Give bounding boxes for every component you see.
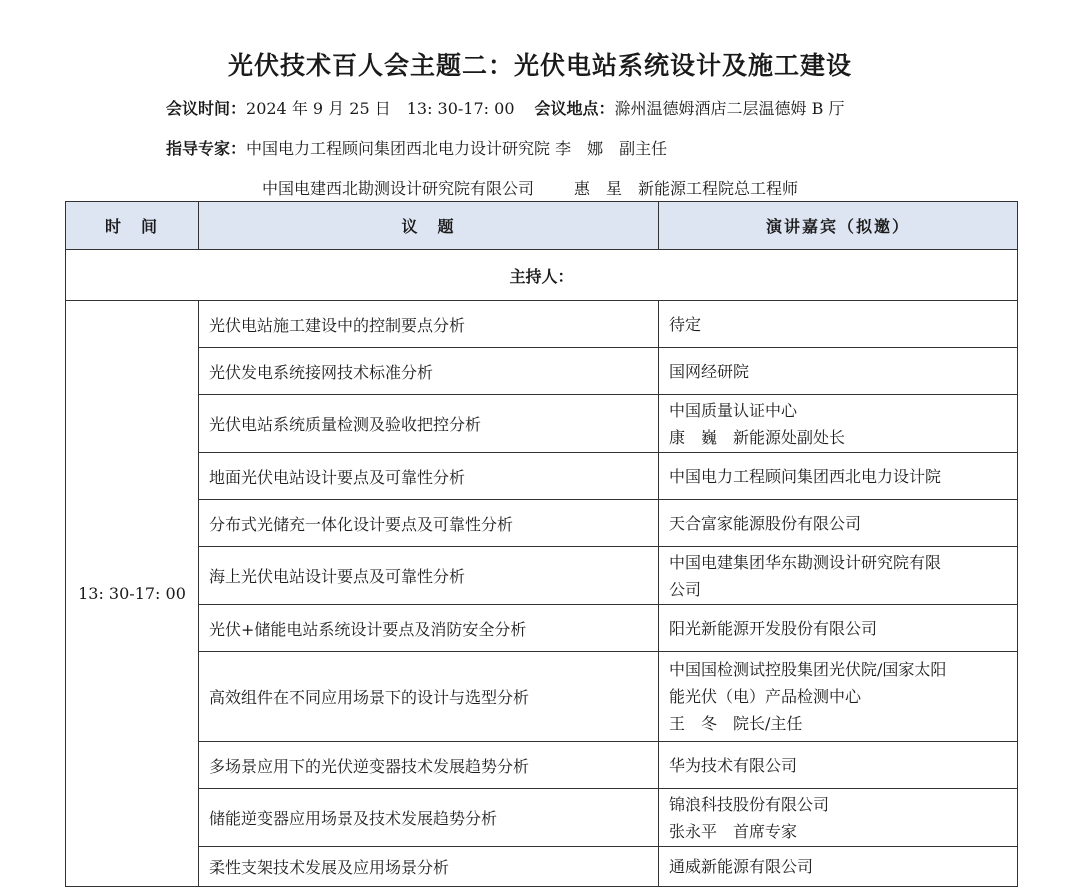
meeting-place-label: 会议地点： (534, 99, 615, 118)
topic-cell: 光伏电站系统质量检测及验收把控分析 (199, 395, 659, 453)
speaker-line: 通威新能源有限公司 (669, 857, 814, 876)
speaker-line: 王 冬 院长/主任 (669, 714, 803, 733)
table-row (66, 453, 1018, 500)
table-row (66, 742, 1018, 789)
table-row (66, 500, 1018, 547)
experts-line-2 (262, 176, 798, 199)
table-row (66, 547, 1018, 605)
meeting-time-value: 2024 年 9 月 25 日 13: 30-17: 00 (246, 99, 515, 118)
table-row (66, 652, 1018, 742)
speaker-line: 中国电建集团华东勘测设计研究院有限 (669, 552, 942, 572)
header-time: 时 间 (66, 202, 199, 250)
speaker-line: 康 巍 新能源处副处长 (669, 427, 846, 447)
host-row (66, 250, 1018, 301)
topic-cell: 分布式光储充一体化设计要点及可靠性分析 (199, 500, 659, 547)
table-header-row (66, 202, 1018, 250)
speaker-line: 中国质量认证中心 (669, 400, 798, 420)
topic-cell: 光伏+储能电站系统设计要点及消防安全分析 (199, 605, 659, 652)
speaker-cell (659, 652, 1018, 742)
speaker-cell (659, 301, 1018, 348)
speaker-cell (659, 453, 1018, 500)
table-row (66, 348, 1018, 395)
speaker-line: 中国电力工程顾问集团西北电力设计院 (669, 466, 942, 486)
topic-cell: 高效组件在不同应用场景下的设计与选型分析 (199, 652, 659, 742)
meeting-place-value: 滁州温德姆酒店二层温德姆 B 厅 (614, 99, 845, 118)
topic-cell: 储能逆变器应用场景及技术发展趋势分析 (199, 789, 659, 847)
topic-cell: 地面光伏电站设计要点及可靠性分析 (199, 453, 659, 500)
header-topic: 议 题 (199, 202, 659, 250)
speaker-line: 国网经研院 (669, 361, 750, 381)
speaker-cell (659, 395, 1018, 453)
table-row (66, 789, 1018, 847)
topic-cell: 柔性支架技术发展及应用场景分析 (199, 847, 659, 887)
speaker-line: 锦浪科技股份有限公司 (669, 794, 830, 814)
speaker-line: 公司 (669, 579, 702, 599)
topic-cell: 多场景应用下的光伏逆变器技术发展趋势分析 (199, 742, 659, 789)
speaker-line: 华为技术有限公司 (669, 755, 798, 775)
agenda-table (65, 201, 1018, 887)
speaker-cell (659, 547, 1018, 605)
speaker-line: 阳光新能源开发股份有限公司 (669, 618, 878, 638)
speaker-line: 中国国检测试控股集团光伏院/国家太阳 (669, 660, 947, 679)
meeting-time-label: 会议时间： (166, 99, 247, 118)
table-row (66, 847, 1018, 887)
topic-cell: 海上光伏电站设计要点及可靠性分析 (199, 547, 659, 605)
header-speaker: 演讲嘉宾（拟邀） (659, 202, 1018, 250)
speaker-cell (659, 605, 1018, 652)
speaker-line: 天合富家能源股份有限公司 (669, 513, 862, 533)
table-row (66, 395, 1018, 453)
speaker-line: 待定 (669, 314, 702, 334)
time-slot-cell: 13: 30-17: 00 (66, 301, 199, 887)
expert-1: 中国电力工程顾问集团西北电力设计研究院 李 娜 副主任 (246, 139, 668, 158)
speaker-cell (659, 500, 1018, 547)
speaker-cell (659, 348, 1018, 395)
speaker-cell (659, 789, 1018, 847)
table-row (66, 605, 1018, 652)
table-row (66, 301, 1018, 348)
meeting-info (166, 96, 844, 119)
topic-cell: 光伏发电系统接网技术标准分析 (199, 348, 659, 395)
topic-cell: 光伏电站施工建设中的控制要点分析 (199, 301, 659, 348)
page-title: 光伏技术百人会主题二：光伏电站系统设计及施工建设 (227, 51, 852, 80)
host-label: 主持人： (66, 250, 1018, 301)
expert-2-person: 惠 星 新能源工程院总工程师 (574, 179, 799, 198)
experts-line-1 (166, 136, 667, 159)
speaker-line: 能光伏（电）产品检测中心 (669, 687, 862, 706)
experts-label: 指导专家： (166, 139, 247, 158)
speaker-line: 张永平 首席专家 (669, 821, 798, 841)
speaker-cell (659, 742, 1018, 789)
expert-2-org: 中国电建西北勘测设计研究院有限公司 (262, 179, 535, 198)
speaker-cell (659, 847, 1018, 887)
